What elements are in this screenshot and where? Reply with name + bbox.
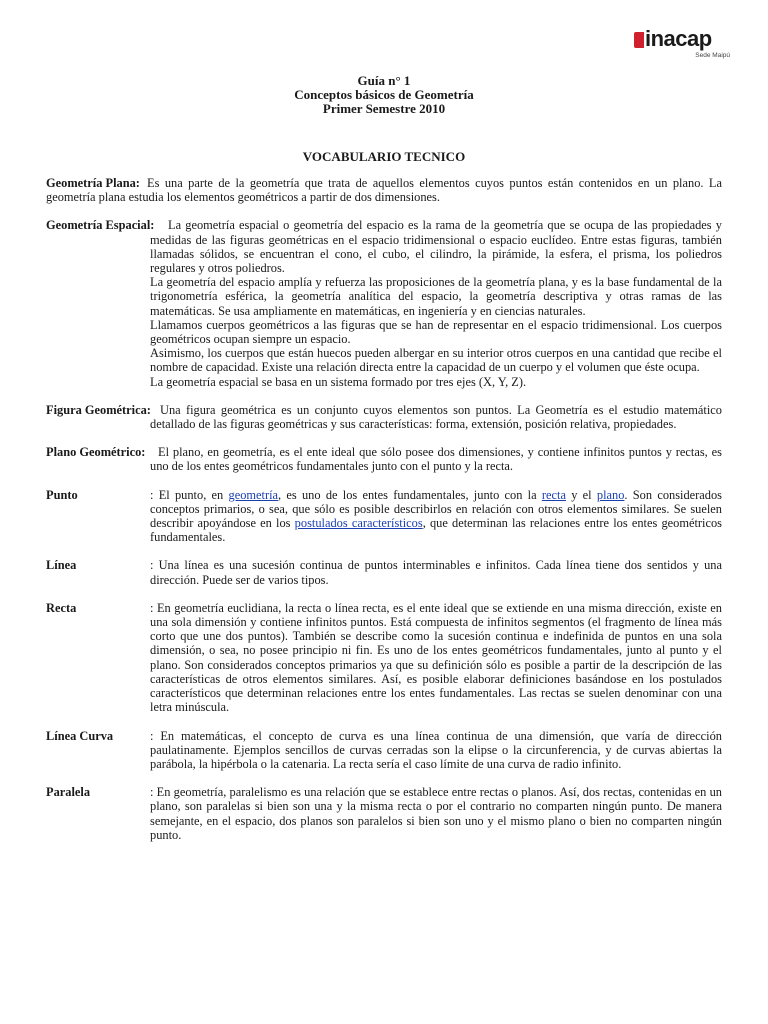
- definition-linea: : Una línea es una sucesión continua de puntos interminables e infinitos. Cada línea tiene dos sentidos y una dirección. Puede ser de varios tipos.: [150, 558, 722, 587]
- definition-geometria-espacial-4: Asimismo, los cuerpos que están huecos pueden albergar en su interior otros cuerpos en una cantidad que recibe el nombre de capacidad. Existe una relación directa entre la capacidad de un cuerpo y el volumen que éste ocupa.: [150, 346, 722, 375]
- term-linea-curva: Línea Curva: [46, 728, 114, 743]
- definition-geometria-espacial-1: La geometría espacial o geometría del espacio es la rama de la geometría que se ocupa de las propiedades y medidas de las figuras geométricas en el espacio tridimensional o espacio euclídeo. Entre estas figuras, también llamadas sólidos, se encuentran el cono, el cubo, el cilindro, la pirámide, la esfera, el prisma, los poliedros regulares y otros poliedros.: [150, 218, 722, 276]
- definition-paralela: : En geometría, paralelismo es una relación que se establece entre rectas o planos. Así, dos rectas, contenidas en un plano, son paralelas si bien son una y la misma recta o por el contrario no comparten ningún punto. De manera semejante, en el espacio, dos planos son paralelos si bien son uno y el mismo plano o bien no comparten ningún punto.: [150, 785, 722, 842]
- entry-geometria-plana: [46, 176, 722, 204]
- link-geometria[interactable]: geometría: [228, 487, 279, 502]
- term-figura-geometrica: Figura Geométrica:: [46, 402, 151, 417]
- entry-punto: [46, 488, 722, 545]
- entry-linea-curva: [46, 729, 722, 772]
- term-recta: Recta: [46, 600, 77, 615]
- logo-mark: [634, 32, 644, 48]
- entry-linea: [46, 558, 722, 586]
- term-plano-geometrico: Plano Geométrico:: [46, 445, 146, 460]
- term-geometria-plana: Geometría Plana:: [46, 176, 140, 190]
- link-postulados-caracteristicos[interactable]: postulados característicos: [294, 516, 423, 531]
- title-line-3: Primer Semestre 2010: [322, 101, 446, 116]
- title-line-2: Conceptos básicos de Geometría: [294, 87, 474, 102]
- logo-sede: Sede Maipú: [695, 52, 730, 59]
- definition-plano-geometrico: El plano, en geometría, es el ente ideal que sólo posee dos dimensiones, y contiene infinitos puntos y rectas, es uno de los entes geométricos fundamentales junto con el punto y la recta.: [150, 445, 722, 474]
- link-recta[interactable]: recta: [541, 487, 566, 502]
- entry-recta: [46, 601, 722, 715]
- term-linea: Línea: [46, 558, 77, 573]
- definition-geometria-plana: Es una parte de la geometría que trata de aquellos elementos cuyos puntos están contenidos en un plano. La geometría plana estudia los elementos geométricos a partir de dos dimensiones.: [46, 176, 722, 205]
- logo-brand: inacap: [645, 26, 712, 51]
- section-title: VOCABULARIO TECNICO: [302, 149, 466, 164]
- definition-geometria-espacial-2: La geometría del espacio amplía y refuerza las proposiciones de la geometría plana, y es la base fundamental de la trigonometría esférica, la geometría analítica del espacio, la geometría descriptiva y otras ramas de las matemáticas. Se usa ampliamente en matemáticas, en ingeniería y en ciencias naturales.: [150, 275, 722, 318]
- entry-plano-geometrico: [46, 445, 722, 473]
- vocabulary-list: [46, 176, 722, 842]
- document-title: [0, 74, 768, 116]
- title-line-1: Guía n° 1: [357, 73, 411, 88]
- term-paralela: Paralela: [46, 785, 91, 800]
- term-geometria-espacial: Geometría Espacial:: [46, 218, 155, 233]
- entry-figura-geometrica: [46, 403, 722, 431]
- link-plano[interactable]: plano: [596, 487, 625, 502]
- entry-paralela: [46, 785, 722, 842]
- definition-figura-geometrica: Una figura geométrica es un conjunto cuyos elementos son puntos. La Geometría es el estudio matemático detallado de las figuras geométricas y sus características: forma, extensión, posición relativa, propiedades.: [150, 402, 722, 432]
- term-punto: Punto: [46, 487, 78, 502]
- entry-geometria-espacial: [46, 218, 722, 388]
- definition-geometria-espacial-5: La geometría espacial se basa en un sistema formado por tres ejes (X, Y, Z).: [150, 374, 527, 389]
- definition-geometria-espacial-3: Llamamos cuerpos geométricos a las figuras que se han de representar en el espacio tridimensional. Los cuerpos geométricos ocupan siempre un espacio.: [150, 317, 722, 347]
- definition-recta: : En geometría euclidiana, la recta o línea recta, es el ente ideal que se extiende en una misma dirección, existe en una sola dimensión y contiene infinitos puntos. Está compuesta de infinitos segmentos (el fragmento de línea más corto que une dos puntos). También se describe como la sucesión continua e indefinida de puntos en una sola dimensión, o sea, no posee principio ni fin. Es uno de los entes geométricos fundamentales, junto al punto y el plano. Son considerados conceptos primarios ya que su definición sólo es posible a partir de la descripción de las características de otros elementos similares. Así, es posible elaborar definiciones basándose en los postulados característicos que determinan relaciones entre los entes fundamentales. Las rectas se suelen denominar con una letra minúscula.: [150, 600, 722, 715]
- inacap-logo: [634, 26, 730, 62]
- definition-punto: : El punto, en geometría, es uno de los entes fundamentales, junto con la recta y el plano. Son considerados conceptos primarios, o sea, que sólo es posible describirlos en relación con otros elementos similares. Se suelen describir apoyándose en los postulados característicos, que determinan las relaciones entre los entes geométricos fundamentales.: [150, 487, 723, 545]
- definition-linea-curva: : En matemáticas, el concepto de curva es una línea continua de una dimensión, que varía de dirección paulatinamente. Ejemplos sencillos de curvas cerradas son la elipse o la circunferencia, y de curvas abiertas la parábola, la hipérbola o la catenaria. La recta sería el caso límite de una curva de radio infinito.: [150, 728, 722, 771]
